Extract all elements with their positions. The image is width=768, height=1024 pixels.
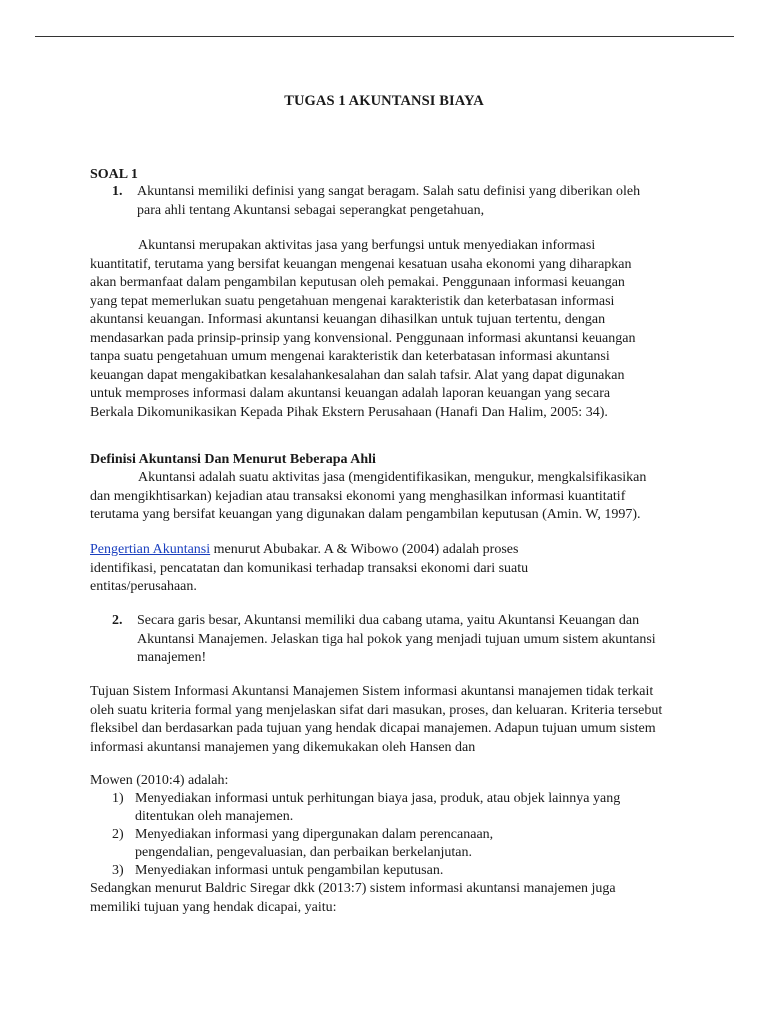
paragraph-baldric-siregar: Sedangkan menurut Baldric Siregar dkk (2013:7) sistem informasi akuntansi manajemen juga memiliki tujuan yang hendak dicapai, yaitu: [90,881,616,915]
list-item [90,862,650,880]
question-1 [90,183,660,220]
question-2-text: Secara garis besar, Akuntansi memiliki dua cabang utama, yaitu Akuntansi Keuangan dan Akuntansi Manajemen. Jelaskan tiga hal pokok yang menjadi tujuan umum sistem akuntansi manajemen! [137,613,656,665]
page-title: TUGAS 1 AKUNTANSI BIAYA [284,93,484,109]
top-rule [35,36,734,37]
list-item-number: 3) [112,863,124,878]
question-2 [90,612,660,668]
paragraph-akuntansi-definition: Akuntansi merupakan aktivitas jasa yang berfungsi untuk menyediakan informasi kuantitatif, terutama yang bersifat keuangan mengenai kesatuan usaha ekonomi yang diharapkan akan bermanfaat dalam pengambilan keputusan oleh pemakai. Penggunaan informasi keuangan yang tepat memerlukan suatu pengetahuan mengenai karakteristik dan keterbatasan informasi akuntansi keuangan. Informasi akuntansi keuangan dihasilkan untuk tujuan tertentu, dengan mendasarkan pada prinsip-prinsip yang konvensional. Penggunaan informasi akuntansi keuangan tanpa suatu pengetahuan umum mengenai karakteristik dan keterbatasan informasi akuntansi keuangan dapat mengakibatkan kesalahankesalahan dan salah tafsir. Alat yang dapat digunakan untuk memproses informasi dalam akuntansi keuangan adalah laporan keuangan yang secara Berkala Dikomunikasikan Kepada Pihak Ekstern Perusahaan (Hanafi Dan Halim, 2005: 34). [90,238,636,420]
paragraph-abubakar-definition [90,541,570,597]
question-1-text: Akuntansi memiliki definisi yang sangat beragam. Salah satu definisi yang diberikan oleh para ahli tentang Akuntansi sebagai seperangkat pengetahuan, [137,184,641,218]
section-heading-soal: SOAL 1 [90,167,138,182]
list-item-number: 1) [112,791,124,806]
list-item-number: 2) [112,827,124,842]
section-heading-definisi: Definisi Akuntansi Dan Menurut Beberapa Ahli [90,452,376,467]
paragraph-tujuan-sistem-cont: Mowen (2010:4) adalah: [90,773,229,788]
list-item-text: Menyediakan informasi untuk pengambilan keputusan. [135,863,444,878]
list-item-text: Menyediakan informasi untuk perhitungan biaya jasa, produk, atau objek lainnya yang ditentukan oleh manajemen. [135,791,621,824]
question-2-number: 2. [112,613,123,628]
question-1-number: 1. [112,184,123,199]
list-item [90,790,650,826]
paragraph-amin-definition: Akuntansi adalah suatu aktivitas jasa (mengidentifikasikan, mengukur, mengkalsifikasikan dan mengikhtisarkan) kejadian atau transaksi ekonomi yang menghasilkan informasi kuantitatif terutama yang bersifat keuangan yang digunakan dalam pengambilan keputusan (Amin. W, 1997). [90,470,647,522]
pengertian-akuntansi-link[interactable]: Pengertian Akuntansi [90,542,211,557]
list-item [90,826,650,862]
paragraph-abubakar-text: menurut Abubakar. A & Wibowo (2004) adalah proses identifikasi, pencatatan dan komunikasi terhadap transaksi ekonomi dari suatu entitas/perusahaan. [90,542,529,594]
list-item-text: Menyediakan informasi yang dipergunakan dalam perencanaan, pengendalian, pengevaluasian, dan perbaikan berkelanjutan. [135,827,494,860]
paragraph-tujuan-sistem: Tujuan Sistem Informasi Akuntansi Manajemen Sistem informasi akuntansi manajemen tidak terkait oleh suatu kriteria formal yang menjelaskan sifat dari masukan, proses, dan keluaran. Kriteria tersebut fleksibel dan berdasarkan pada tujuan yang hendak dicapai manajemen. Adapun tujuan umum sistem informasi akuntansi manajemen yang dikemukakan oleh Hansen dan [90,684,663,755]
